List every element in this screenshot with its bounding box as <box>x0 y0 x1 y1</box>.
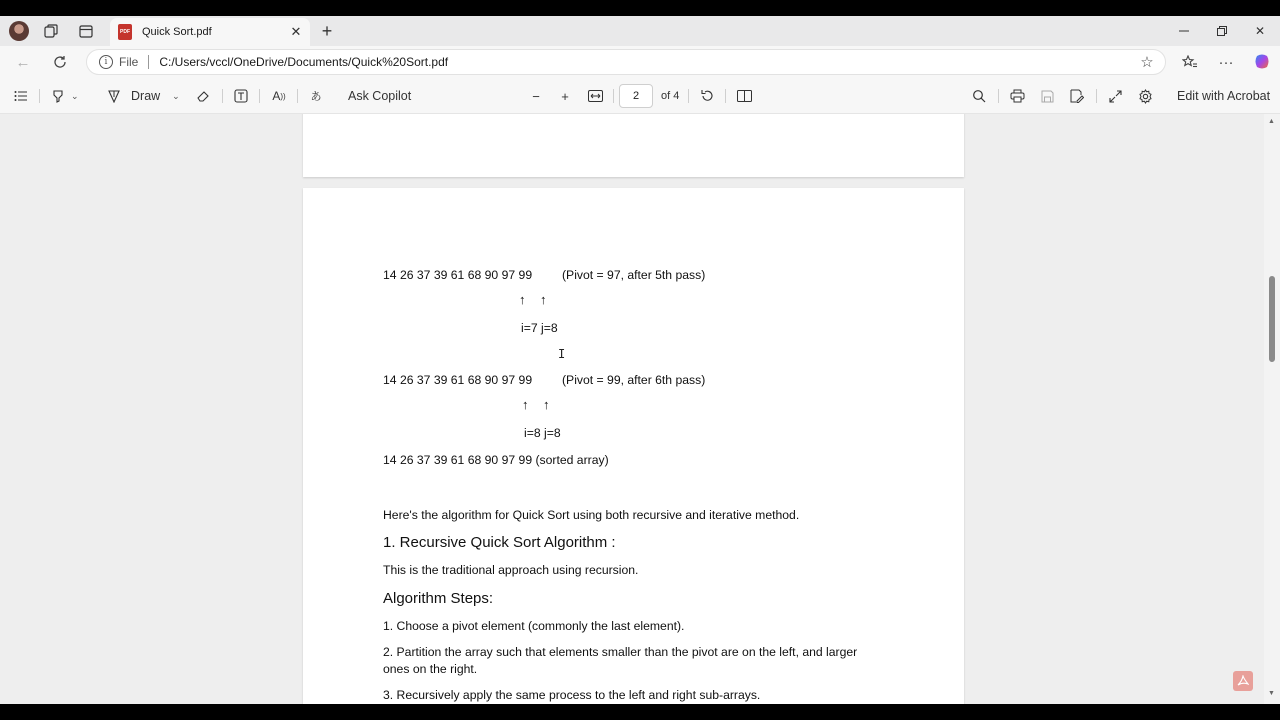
scroll-up-icon[interactable]: ▲ <box>1268 118 1275 125</box>
ask-copilot-button[interactable] <box>348 87 411 105</box>
screen-bottom-bar <box>0 704 1280 720</box>
save-as-button[interactable] <box>1068 87 1086 105</box>
fit-width-icon <box>586 87 604 105</box>
table-of-contents-icon[interactable] <box>12 87 30 105</box>
divider <box>148 55 149 69</box>
pdf-file-icon: PDF <box>118 24 132 40</box>
arrow-up-icon: ↑ <box>543 397 550 412</box>
translate-icon[interactable]: あ <box>310 91 322 103</box>
scroll-down-icon[interactable]: ▼ <box>1268 690 1275 697</box>
array-pass5-note: (Pivot = 97, after 5th pass) <box>562 268 706 282</box>
save-as-icon <box>1068 87 1086 105</box>
acrobat-icon[interactable] <box>1233 671 1253 691</box>
eraser-group <box>194 87 212 105</box>
expand-icon <box>1106 87 1124 105</box>
fullscreen-button[interactable] <box>1106 87 1124 105</box>
refresh-button[interactable] <box>49 52 71 72</box>
two-page-view-icon <box>735 87 753 105</box>
workspaces-icon[interactable] <box>42 22 60 40</box>
pdf-toolbar <box>0 78 1280 114</box>
rotate-icon <box>698 87 716 105</box>
pdf-page-1 <box>303 114 964 177</box>
array-pass6-values: 14 26 37 39 61 68 90 97 99 <box>383 373 533 387</box>
edit-with-acrobat-button[interactable] <box>1177 87 1270 105</box>
gear-icon <box>1136 87 1154 105</box>
new-tab-button[interactable]: + <box>321 20 333 41</box>
highlight-group <box>49 87 79 105</box>
search-button[interactable] <box>970 87 988 105</box>
info-icon[interactable]: i <box>99 55 113 69</box>
read-aloud-icon[interactable]: A )) <box>272 89 286 103</box>
step-2-line1: 2. Partition the array such that elements smaller than the pivot are on the left, and larger <box>383 645 858 659</box>
eraser-icon[interactable] <box>194 87 212 105</box>
pdf-page-2 <box>303 188 964 704</box>
page-total-label: of 4 <box>661 90 680 102</box>
divider <box>222 89 223 103</box>
title-bar <box>0 16 1280 46</box>
chevron-down-icon[interactable]: ⌄ <box>172 90 180 101</box>
print-icon <box>1008 87 1026 105</box>
read-aloud-group <box>270 87 288 105</box>
browser-window <box>0 16 1280 704</box>
minus-icon: − <box>532 88 540 104</box>
zoom-out-button[interactable] <box>527 87 545 105</box>
minimize-button[interactable] <box>1174 22 1194 40</box>
page-view-button[interactable] <box>735 87 753 105</box>
add-text-icon[interactable] <box>232 87 250 105</box>
divider <box>1096 89 1097 103</box>
favorite-star-icon[interactable]: ☆ <box>1140 54 1154 71</box>
sorted-array-line: 14 26 37 39 61 68 90 97 99 (sorted array) <box>383 453 609 467</box>
search-icon <box>970 87 988 105</box>
algorithm-steps-heading: Algorithm Steps: <box>383 590 494 607</box>
array-pass6-note: (Pivot = 99, after 6th pass) <box>562 373 706 387</box>
draw-button[interactable] <box>105 87 180 105</box>
favorites-icon[interactable] <box>1179 52 1201 72</box>
divider <box>998 89 999 103</box>
divider <box>297 89 298 103</box>
tab-close-icon[interactable]: ✕ <box>290 24 302 39</box>
edit-with-acrobat-label: Edit with Acrobat <box>1177 89 1271 103</box>
divider <box>39 89 40 103</box>
contents-group <box>12 87 30 105</box>
divider <box>259 89 260 103</box>
arrow-up-icon: ↑ <box>522 397 529 412</box>
address-bar[interactable] <box>86 49 1166 75</box>
pen-icon <box>105 87 123 105</box>
array-pass5-values: 14 26 37 39 61 68 90 97 99 <box>383 268 533 282</box>
tab-quick-sort[interactable] <box>110 18 310 46</box>
file-scheme-label: File <box>119 55 139 69</box>
settings-button[interactable] <box>1136 87 1154 105</box>
pdf-viewport[interactable] <box>0 114 1264 704</box>
step-2-line2: ones on the right. <box>383 662 478 676</box>
step-1: 1. Choose a pivot element (commonly the last element). <box>383 619 685 633</box>
divider <box>613 89 614 103</box>
translate-group <box>306 87 326 105</box>
page-number-input[interactable]: 2 <box>619 84 653 108</box>
vertical-scrollbar[interactable] <box>1264 114 1280 704</box>
zoom-in-button[interactable] <box>556 87 574 105</box>
pass5-indices: i=7 j=8 <box>521 321 558 335</box>
print-button[interactable] <box>1008 87 1026 105</box>
plus-icon: + <box>561 88 569 104</box>
highlight-icon[interactable] <box>49 87 67 105</box>
divider <box>725 89 726 103</box>
pass6-indices: i=8 j=8 <box>524 426 561 440</box>
profile-avatar[interactable] <box>9 21 29 41</box>
close-window-button[interactable]: ✕ <box>1254 24 1266 38</box>
section-heading-recursive: 1. Recursive Quick Sort Algorithm : <box>383 534 616 551</box>
restore-button[interactable] <box>1212 22 1232 40</box>
scrollbar-thumb[interactable] <box>1269 276 1275 362</box>
rotate-button[interactable] <box>698 87 716 105</box>
tab-actions-icon[interactable] <box>77 22 95 40</box>
text-tool-group <box>232 87 250 105</box>
back-button[interactable]: ← <box>15 53 31 71</box>
fit-to-width-button[interactable] <box>586 87 604 105</box>
tab-title: Quick Sort.pdf <box>142 26 212 38</box>
more-options-icon[interactable]: ··· <box>1218 53 1234 71</box>
chevron-down-icon[interactable]: ⌄ <box>71 90 79 101</box>
save-icon <box>1038 87 1056 105</box>
divider <box>688 89 689 103</box>
address-bar-row <box>0 46 1280 78</box>
step-3: 3. Recursively apply the same process to the left and right sub-arrays. <box>383 688 761 702</box>
draw-label: Draw <box>131 89 161 103</box>
copilot-icon[interactable] <box>1251 52 1273 72</box>
arrow-up-icon: ↑ <box>519 292 526 307</box>
arrow-up-icon: ↑ <box>540 292 547 307</box>
ask-copilot-label: Ask Copilot <box>348 89 412 103</box>
recursive-description: This is the traditional approach using recursion. <box>383 563 639 577</box>
text-cursor-icon: I <box>558 347 566 361</box>
intro-paragraph: Here's the algorithm for Quick Sort using both recursive and iterative method. <box>383 508 800 522</box>
save-button[interactable] <box>1038 87 1056 105</box>
url-text[interactable]: C:/Users/vccl/OneDrive/Documents/Quick%20Sort.pdf <box>159 55 449 69</box>
